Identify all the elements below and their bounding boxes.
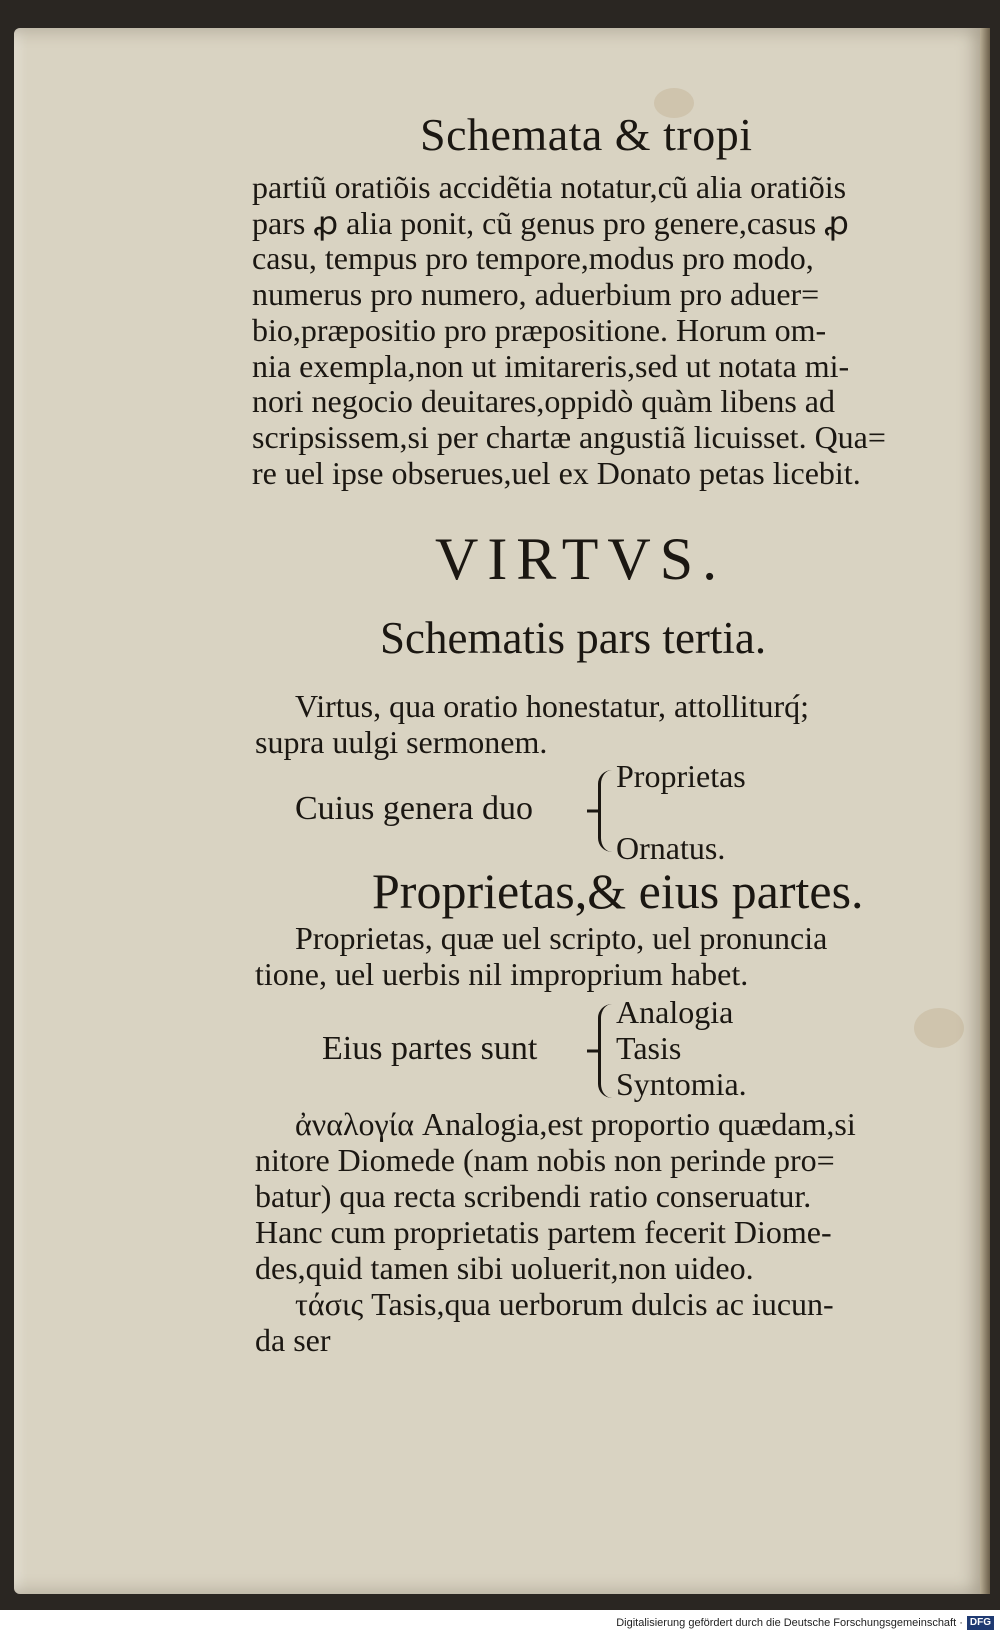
running-head: Schemata & tropi [420, 109, 753, 160]
text-line: numerus pro numero, aduerbium pro aduer= [252, 276, 820, 313]
text-line: nori negocio deuitares,oppidò quàm libens ad [252, 383, 835, 420]
text-line: pars ꝓ alia ponit, cũ genus pro genere,casus ꝓ [252, 204, 849, 241]
partes-item: Syntomia. [616, 1066, 747, 1102]
text-line: re uel ipse obserues,uel ex Donato petas licebit. [252, 454, 861, 491]
digitization-footer [0, 1612, 1000, 1634]
text-line: des,quid tamen sibi uoluerit,non uideo. [255, 1250, 754, 1286]
section-subtitle: Schematis pars tertia. [380, 613, 767, 663]
text-line: batur) qua recta scribendi ratio conseruatur. [255, 1178, 812, 1214]
tasis-paragraph [255, 1286, 945, 1358]
text-line: supra uulgi sermonem. [255, 724, 548, 760]
text-line: ἀναλογία Analogia,est proportio quædam,si [295, 1106, 856, 1142]
genera-item: Ornatus. [616, 830, 726, 866]
text-line: τάσις Tasis,qua uerborum dulcis ac iucun- [295, 1286, 834, 1322]
text-line: nia exempla,non ut imitareris,sed ut notata mi- [252, 347, 850, 384]
virtus-definition [255, 688, 945, 760]
partes-item: Tasis [616, 1030, 682, 1066]
genera-item: Proprietas [616, 758, 746, 794]
footer-text: Digitalisierung gefördert durch die Deutsche Forschungsgemeinschaft · [616, 1617, 963, 1629]
dfg-logo-icon: DFG [967, 1616, 994, 1630]
text-line: scripsissem,si per chartæ angustiã licuisset. Qua= [252, 418, 886, 455]
text-line: bio,præpositio pro præpositione. Horum om- [252, 311, 827, 348]
analogia-paragraph [255, 1106, 945, 1286]
foxing-stain [914, 1008, 964, 1048]
text-line: Proprietas, quæ uel scripto, uel pronuncia [295, 920, 828, 956]
page-edge [980, 28, 990, 1594]
text-line: tione, uel uerbis nil improprium habet. [255, 956, 749, 992]
proprietas-heading: Proprietas,& eius partes. [372, 863, 864, 919]
partes-label: Eius partes sunt [322, 1030, 538, 1067]
genera-label: Cuius genera duo [295, 790, 533, 827]
partes-item: Analogia [616, 994, 734, 1030]
text-line: nitore Diomede (nam nobis non perinde pro= [255, 1142, 835, 1178]
catchword: da ser [255, 1322, 331, 1358]
text-line: partiũ oratiõis accidẽtia notatur,cũ alia oratiõis [252, 169, 847, 205]
section-title: VIRTVS. [435, 526, 727, 592]
text-line: casu, tempus pro tempore,modus pro modo, [252, 240, 814, 277]
proprietas-definition [255, 920, 945, 992]
text-line: Hanc cum proprietatis partem fecerit Diome- [255, 1214, 832, 1250]
intro-paragraph [252, 170, 942, 491]
text-line: Virtus, qua oratio honestatur, attolliturq́; [295, 688, 810, 724]
